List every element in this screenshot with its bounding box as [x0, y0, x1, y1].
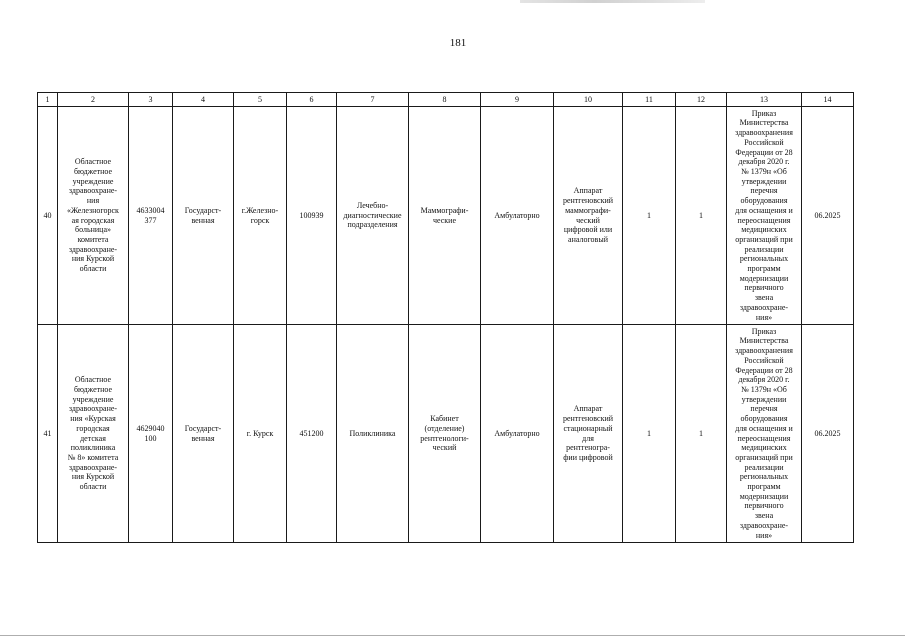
table-cell-col-9: Амбулаторно — [481, 325, 554, 543]
header-cell-13: 13 — [727, 93, 802, 107]
table-cell-col-12: 1 — [676, 325, 727, 543]
table-cell-col-3: 4629040 100 — [129, 325, 173, 543]
row-number-cell: 40 — [38, 107, 58, 325]
table-cell-col-7: Поликлиника — [337, 325, 409, 543]
table-cell-col-4: Государст- венная — [173, 325, 234, 543]
table-cell-col-14: 06.2025 — [802, 107, 854, 325]
table-cell-col-13: Приказ Министерства здравоохранения Российской Федерации от 28 декабря 2020 г. № 1379н «Об утверждении перечня оборудования для оснащения и переоснащения медицинских организаций при реализации региональных программ модернизации первичного звена здравоохране- ния» — [727, 107, 802, 325]
table-cell-col-8: Маммографи- ческие — [409, 107, 481, 325]
table-header-row — [38, 93, 854, 107]
table-cell-col-8: Кабинет (отделение) рентгенологи- ческий — [409, 325, 481, 543]
table-cell-col-2: Областное бюджетное учреждение здравоохране- ния «Железногорск ая городская больница» комитета здравоохране- ния Курской области — [58, 107, 129, 325]
table-cell-col-9: Амбулаторно — [481, 107, 554, 325]
header-cell-11: 11 — [623, 93, 676, 107]
table-cell-col-2: Областное бюджетное учреждение здравоохране- ния «Курская городская детская поликлиника № 8» комитета здравоохране- ния Курской области — [58, 325, 129, 543]
scan-artifact-bottom-line — [0, 635, 905, 636]
table-cell-col-5: г. Курск — [234, 325, 287, 543]
header-cell-4: 4 — [173, 93, 234, 107]
table-cell-col-14: 06.2025 — [802, 325, 854, 543]
table-cell-col-3: 4633004 377 — [129, 107, 173, 325]
header-cell-12: 12 — [676, 93, 727, 107]
header-cell-2: 2 — [58, 93, 129, 107]
table-cell-col-13: Приказ Министерства здравоохранения Российской Федерации от 28 декабря 2020 г. № 1379н «Об утверждении перечня оборудования для оснащения и переоснащения медицинских организаций при реализации региональных программ модернизации первичного звена здравоохране- ния» — [727, 325, 802, 543]
table-row — [38, 107, 854, 325]
header-cell-6: 6 — [287, 93, 337, 107]
table-cell-col-6: 100939 — [287, 107, 337, 325]
header-cell-10: 10 — [554, 93, 623, 107]
table-cell-col-12: 1 — [676, 107, 727, 325]
table-cell-col-10: Аппарат рентгеновский маммографи- ческий цифровой или аналоговый — [554, 107, 623, 325]
row-number-cell: 41 — [38, 325, 58, 543]
header-cell-8: 8 — [409, 93, 481, 107]
scan-artifact-top — [520, 0, 705, 3]
equipment-table — [37, 92, 854, 543]
table-cell-col-7: Лечебно- диагностические подразделения — [337, 107, 409, 325]
table-cell-col-10: Аппарат рентгеновский стационарный для рентгеногра- фии цифровой — [554, 325, 623, 543]
header-cell-3: 3 — [129, 93, 173, 107]
table-cell-col-4: Государст- венная — [173, 107, 234, 325]
table-cell-col-11: 1 — [623, 107, 676, 325]
table-cell-col-11: 1 — [623, 325, 676, 543]
header-cell-1: 1 — [38, 93, 58, 107]
table-row — [38, 325, 854, 543]
header-cell-7: 7 — [337, 93, 409, 107]
header-cell-9: 9 — [481, 93, 554, 107]
table-cell-col-6: 451200 — [287, 325, 337, 543]
header-cell-5: 5 — [234, 93, 287, 107]
page-number: 181 — [449, 37, 467, 49]
table-cell-col-5: г.Железно- горск — [234, 107, 287, 325]
header-cell-14: 14 — [802, 93, 854, 107]
